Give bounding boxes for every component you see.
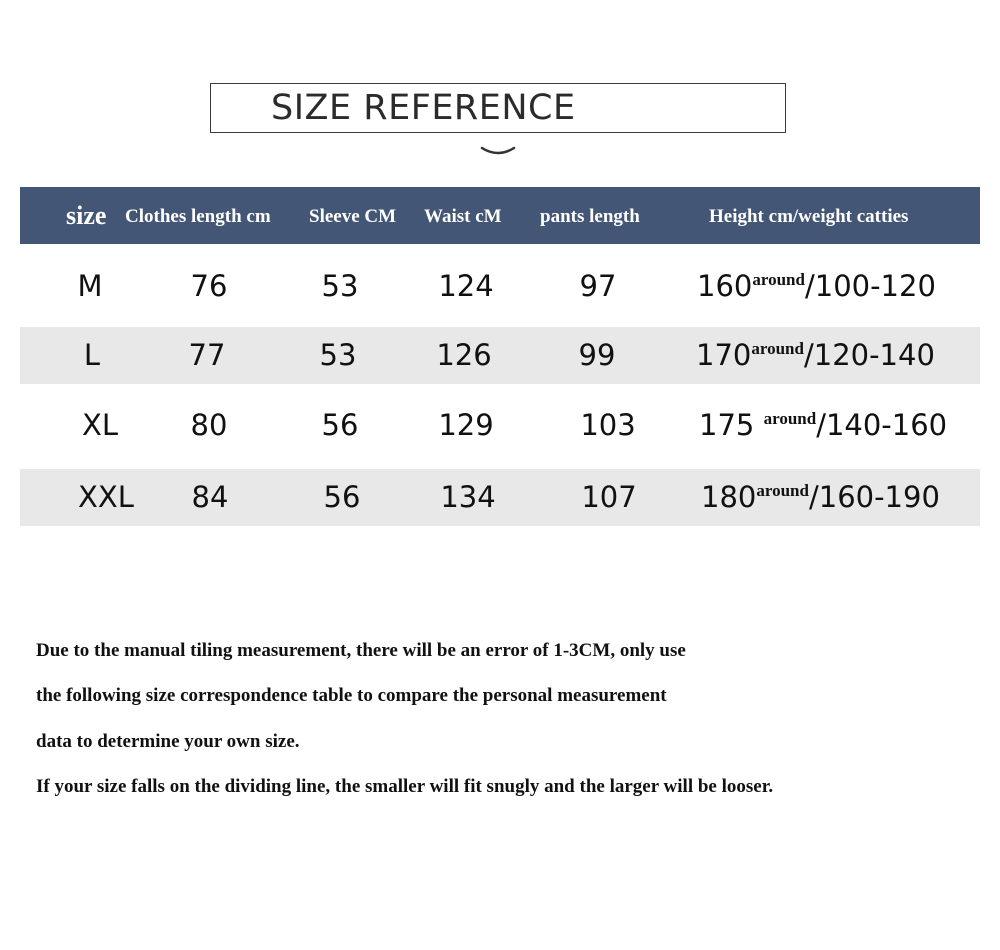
cell-sleeve: 53 [319,338,357,372]
cell-waist: 134 [440,480,496,514]
cell-clothes-length: 80 [190,408,228,442]
cell-weight: /160-190 [808,480,940,514]
cell-height: 170 [696,338,752,372]
cell-height: 160 [697,269,753,303]
title-box [210,83,786,133]
table-row [20,469,980,526]
cell-weight: /100-120 [804,269,936,303]
table-header [20,187,980,244]
cell-height-weight [701,469,940,526]
header-clothes-length: Clothes length cm [125,206,271,227]
table-row [20,327,980,384]
cell-pants-length: 99 [578,338,616,372]
table-row [20,397,980,454]
page-title: SIZE REFERENCE [271,88,576,128]
cell-sleeve: 56 [321,408,359,442]
cell-pants-length: 97 [579,269,617,303]
cell-height-weight [697,258,936,315]
cell-clothes-length: 76 [190,269,228,303]
cell-waist: 124 [438,269,494,303]
cell-height: 175 [699,408,764,442]
cell-sleeve: 56 [323,480,361,514]
table-row [20,258,980,315]
cell-height-weight [699,397,947,454]
header-sleeve: Sleeve CM [309,206,397,227]
note-line: data to determine your own size. [36,731,300,752]
cell-clothes-length: 84 [191,480,229,514]
cell-waist: 129 [438,408,494,442]
cell-around: around [756,481,809,500]
cell-around: around [752,270,805,289]
chevron-down-icon [480,144,516,158]
header-size: size [66,201,107,230]
header-waist: Waist cM [424,206,502,227]
cell-size: L [83,338,101,372]
cell-weight: /140-160 [816,408,948,442]
note-line: the following size correspondence table to compare the personal measurement [36,685,667,706]
cell-weight: /120-140 [803,338,935,372]
cell-size: M [77,269,103,303]
header-height-weight: Height cm/weight catties [709,206,909,227]
note-line: If your size falls on the dividing line, the smaller will fit snugly and the larger will be looser. [36,776,774,797]
cell-around: around [763,409,817,428]
cell-size: XXL [78,480,134,514]
cell-waist: 126 [436,338,492,372]
cell-height: 180 [701,480,757,514]
cell-sleeve: 53 [321,269,359,303]
cell-pants-length: 103 [580,408,636,442]
cell-clothes-length: 77 [188,338,226,372]
header-pants-length: pants length [540,206,640,227]
cell-around: around [751,339,804,358]
cell-pants-length: 107 [581,480,637,514]
cell-height-weight [696,327,935,384]
note-line: Due to the manual tiling measurement, there will be an error of 1-3CM, only use [36,640,686,661]
cell-size: XL [81,408,119,442]
